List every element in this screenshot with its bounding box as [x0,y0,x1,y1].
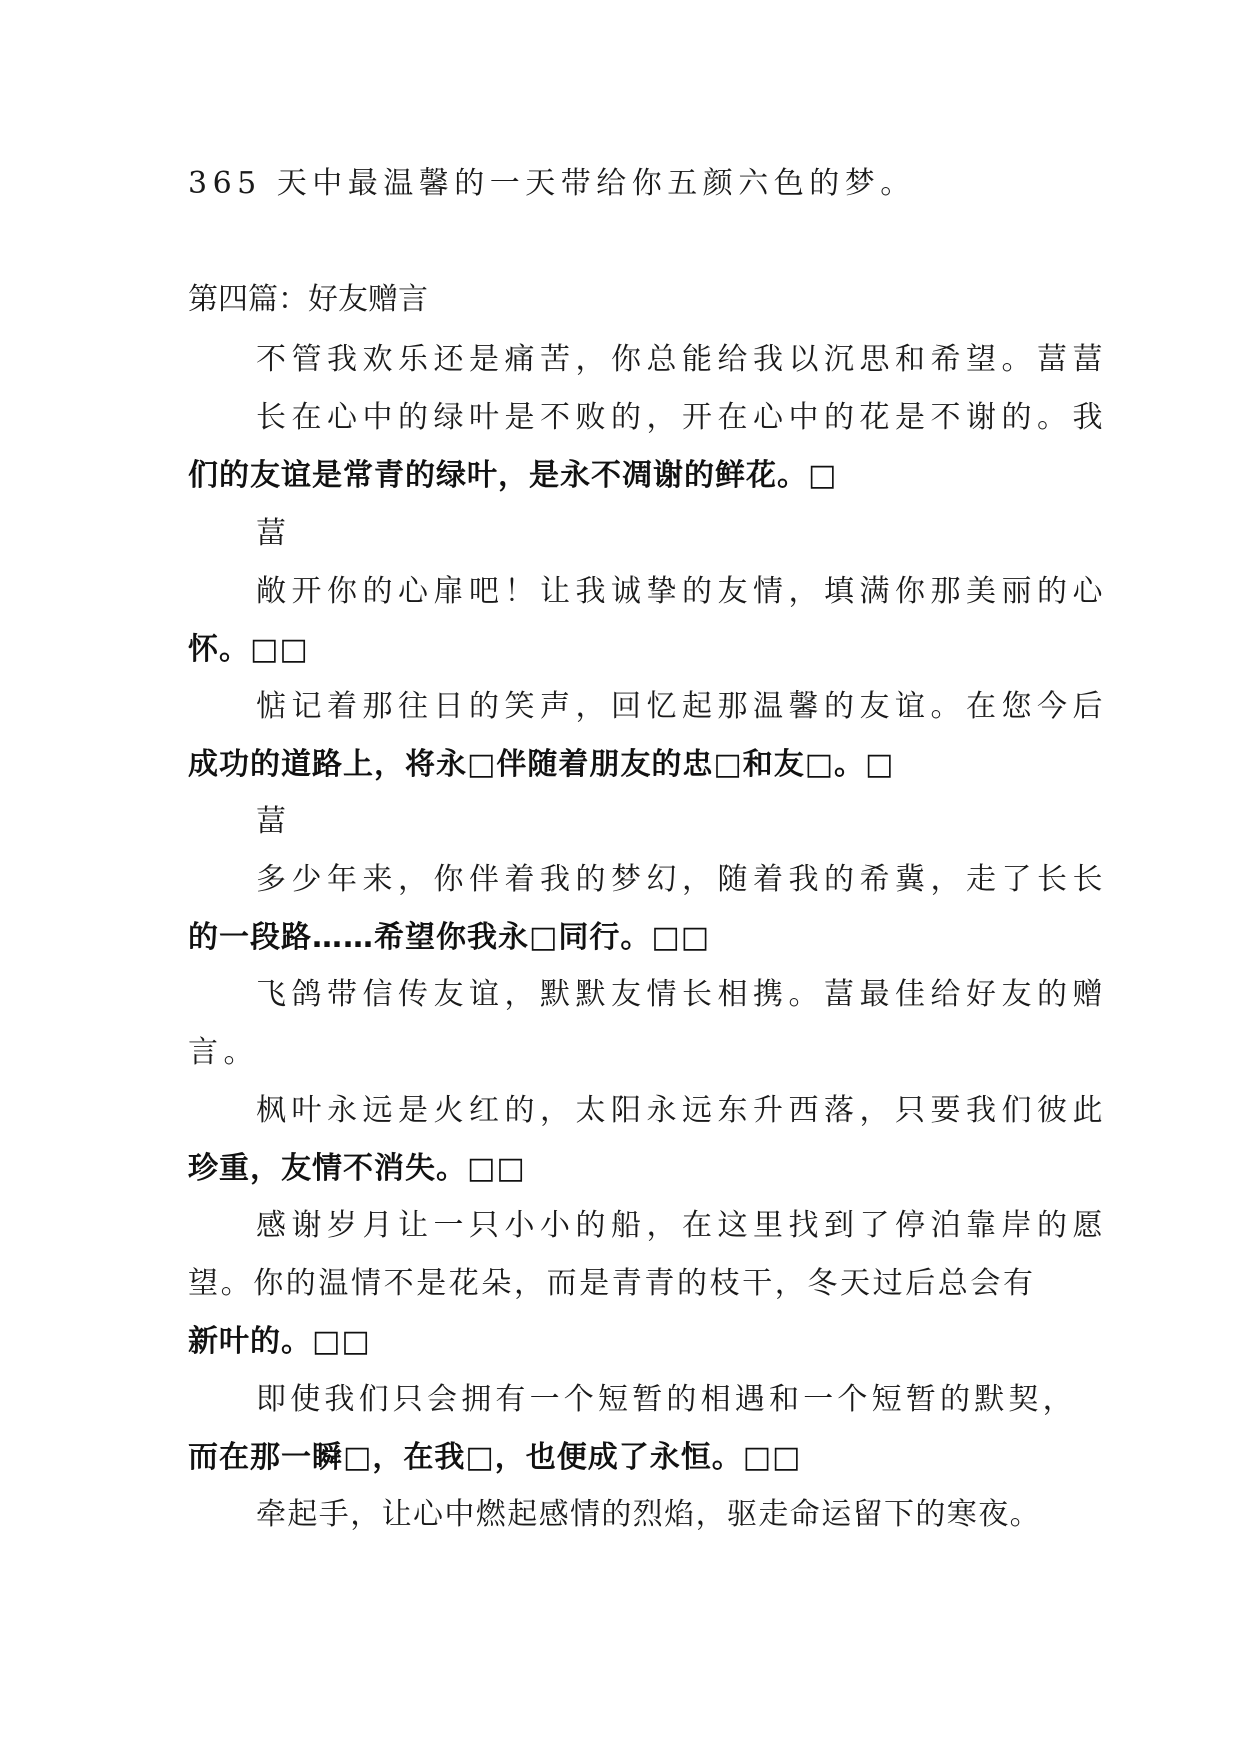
text-line: 即使我们只会拥有一个短暂的相遇和一个短暂的默契， [256,1382,1077,1417]
text-line: 葍 [256,804,286,839]
text-line: 惦记着那往日的笑声，回忆起那温馨的友谊。在您今后 [256,689,1108,724]
text-line: 的一段路……希望你我永□同行。□□ [188,920,711,955]
text-line: 365 天中最温馨的一天带给你五颜六色的梦。 [188,166,916,201]
text-line: 多少年来，你伴着我的梦幻，随着我的希冀，走了长长 [256,862,1108,897]
text-line: 望。你的温情不是花朵，而是青青的枝干，冬天过后总会有 [188,1266,1036,1301]
text-line: 成功的道路上，将永□伴随着朋友的忠□和友□。□ [188,747,895,782]
text-line: 怀。□□ [188,632,309,667]
text-line: 葍 [256,516,286,551]
text-line: 言。 [188,1035,259,1070]
text-line: 不管我欢乐还是痛苦，你总能给我以沉思和希望。葍葍 [256,342,1108,377]
text-line: 新叶的。□□ [188,1324,371,1359]
text-line: 珍重，友情不消失。□□ [188,1151,526,1186]
text-line: 牵起手，让心中燃起感情的烈焰，驱走命运留下的寒夜。 [256,1497,1041,1532]
text-line: 飞鸽带信传友谊，默默友情长相携。葍最佳给好友的赠 [256,977,1108,1012]
section-heading: 第四篇：好友赠言 [188,282,428,317]
text-line: 感谢岁月让一只小小的船，在这里找到了停泊靠岸的愿 [256,1208,1108,1243]
text-line: 枫叶永远是火红的，太阳永远东升西落，只要我们彼此 [256,1093,1108,1128]
text-line: 敞开你的心扉吧！让我诚挚的友情，填满你那美丽的心 [256,574,1108,609]
text-line: 长在心中的绿叶是不败的，开在心中的花是不谢的。我 [256,400,1108,435]
text-line: 而在那一瞬□，在我□，也便成了永恒。□□ [188,1440,802,1475]
text-line: 们的友谊是常青的绿叶，是永不凋谢的鲜花。□ [188,458,838,493]
